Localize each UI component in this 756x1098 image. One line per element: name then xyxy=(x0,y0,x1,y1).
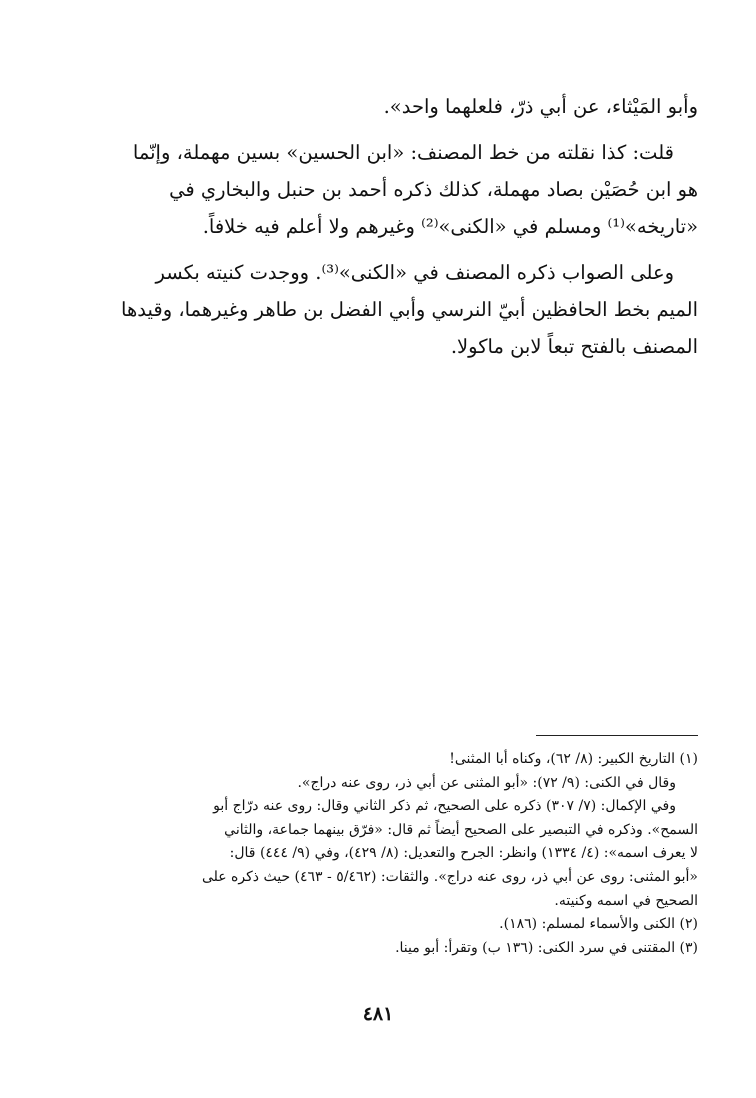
paragraph-2 xyxy=(132,134,698,245)
footnote-3 xyxy=(138,937,698,961)
footnote-line: وفي الإكمال: (٧/ ٣٠٧) ذكره على الصحيح، ثم ذكر الثاني وقال: روى عنه درّاج أبو xyxy=(213,798,676,815)
footnote-line: وقال في الكنى: (٩/ ٧٢): «أبو المثنى عن أبي ذر، روى عنه دراج». xyxy=(297,774,676,791)
text-line: وأبو المَيْثاء، عن أبي ذرّ، فلعلهما واحد». xyxy=(383,95,698,118)
page-number: ٤٨١ xyxy=(362,1003,394,1025)
footnote-2 xyxy=(138,913,698,937)
footnote-line: السمح». وذكره في التبصير على الصحيح أيضاً ثم قال: «فرّق بينهما جماعة، والثاني xyxy=(224,821,698,838)
paragraph-3 xyxy=(121,254,698,365)
main-text xyxy=(121,88,698,365)
footnotes xyxy=(138,748,698,960)
footnote-divider xyxy=(536,735,698,736)
footnote-line: (١) التاريخ الكبير: (٨/ ٦٢)، وكناه أبا المثنى! xyxy=(449,751,698,767)
text-line: «تاريخه»⁽¹⁾ ومسلم في «الكنى»⁽²⁾ وغيرهم ولا أعلم فيه خلافاً. xyxy=(202,215,698,238)
footnote-line: (٣) المقتنى في سرد الكنى: (١٣٦ ب) وتقرأ: أبو مينا. xyxy=(395,939,698,956)
footnote-line: (٢) الكنى والأسماء لمسلم: (١٨٦). xyxy=(499,916,698,933)
text-line: قلت: كذا نقلته من خط المصنف: «ابن الحسين» بسين مهملة، وإنّما xyxy=(132,141,674,164)
text-line: المصنف بالفتح تبعاً لابن ماكولا. xyxy=(450,335,698,358)
text-line: وعلى الصواب ذكره المصنف في «الكنى»⁽³⁾. ووجدت كنيته بكسر xyxy=(155,261,674,284)
footnote-line: لا يعرف اسمه»: (٤/ ١٣٣٤) وانظر: الجرح والتعديل: (٨/ ٤٢٩)، وفي (٩/ ٤٤٤) قال: xyxy=(229,845,698,862)
footnote-line: الصحيح في اسمه وكنيته. xyxy=(554,892,698,909)
text-line: الميم بخط الحافظين أبيّ النرسي وأبي الفضل بن طاهر وغيرهما، وقيدها xyxy=(121,298,698,321)
paragraph-1 xyxy=(138,88,698,125)
footnote-line: «أبو المثنى: روى عن أبي ذر، روى عنه دراج». والثقات: (٥/٤٦٢ - ٤٦٣) حيث ذكره على xyxy=(201,868,698,885)
footnote-1 xyxy=(138,748,698,913)
text-line: هو ابن حُصَيْن بصاد مهملة، كذلك ذكره أحمد بن حنبل والبخاري في xyxy=(169,178,698,201)
